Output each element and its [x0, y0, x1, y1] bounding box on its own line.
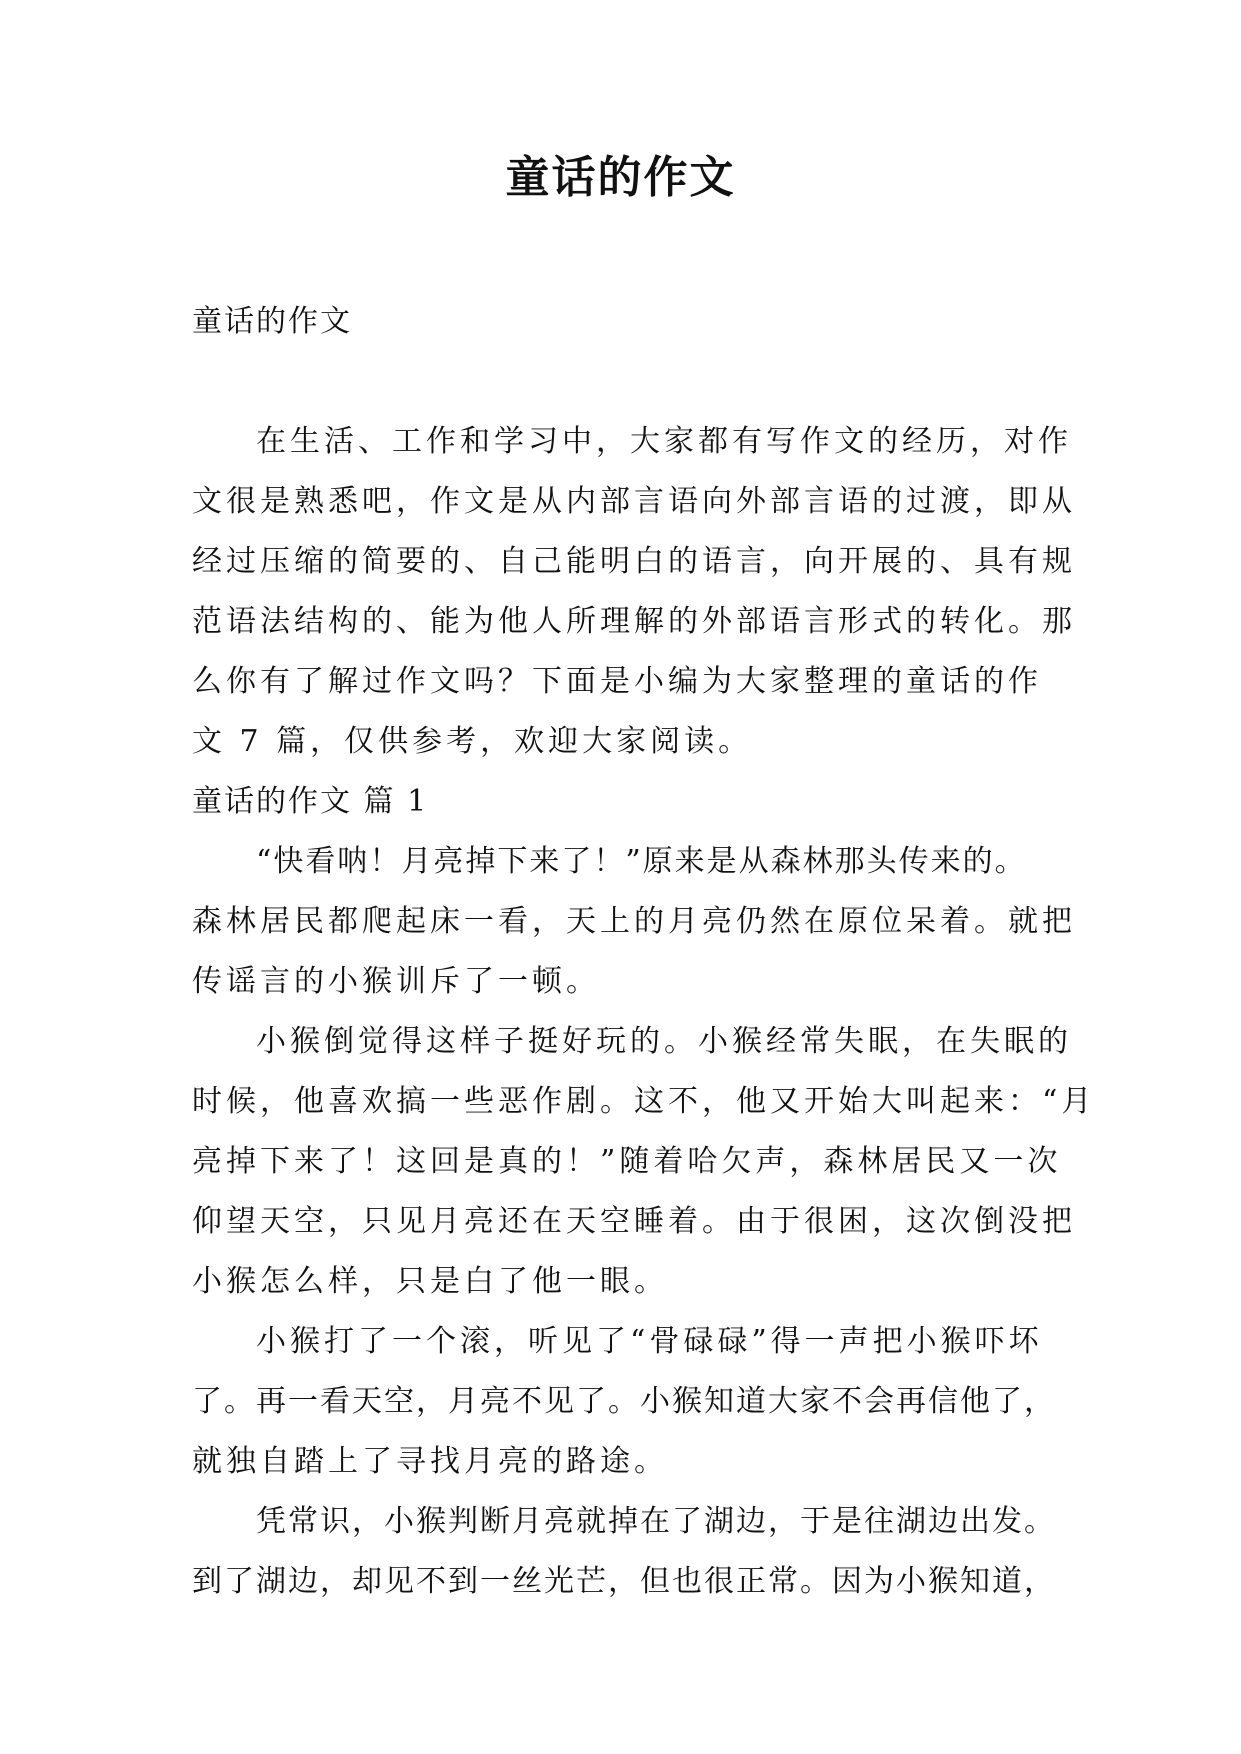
paragraph-line: 就独自踏上了寻找月亮的路途。	[192, 1444, 668, 1479]
blank-line	[192, 352, 1082, 412]
paragraph-line: 文很是熟悉吧，作文是从内部言语向外部言语的过渡，即从	[192, 484, 1076, 519]
story-paragraph-3	[192, 1312, 1082, 1492]
paragraph-line: 亮掉下来了！这回是真的！”随着哈欠声，森林居民又一次	[192, 1144, 1062, 1179]
paragraph-line: 范语法结构的、能为他人所理解的外部语言形式的转化。那	[192, 604, 1076, 639]
paragraph-line: 到了湖边，却见不到一丝光芒，但也很正常。因为小猴知道，	[192, 1564, 1056, 1599]
paragraph-line: 传谣言的小猴训斥了一顿。	[192, 964, 600, 999]
story-paragraph-2	[192, 1012, 1096, 1312]
paragraph-line: 在生活、工作和学习中，大家都有写作文的经历，对作	[256, 424, 1072, 459]
paragraph-line: 森林居民都爬起床一看，天上的月亮仍然在原位呆着。就把	[192, 904, 1076, 939]
paragraph-line: 么你有了解过作文吗？下面是小编为大家整理的童话的作	[192, 664, 1042, 699]
intro-paragraph	[192, 412, 1082, 772]
story-paragraph-1	[192, 832, 1082, 1012]
paragraph-line: 了。再一看天空，月亮不见了。小猴知道大家不会再信他了，	[192, 1384, 1056, 1419]
document-body	[192, 292, 1096, 1612]
paragraph-line: 时候，他喜欢搞一些恶作剧。这不，他又开始大叫起来：“月	[192, 1084, 1096, 1119]
paragraph-line: 小猴打了一个滚，听见了“骨碌碌”得一声把小猴吓坏	[256, 1324, 1043, 1359]
section-heading: 童话的作文 篇 1	[192, 784, 429, 819]
paragraph-line: 小猴怎么样，只是白了他一眼。	[192, 1264, 668, 1299]
document-subtitle: 童话的作文	[192, 304, 352, 339]
story-paragraph-4	[192, 1492, 1082, 1612]
paragraph-line: 文 7 篇，仅供参考，欢迎大家阅读。	[192, 724, 753, 759]
paragraph-line: 经过压缩的简要的、自己能明白的语言，向开展的、具有规	[192, 544, 1076, 579]
paragraph-line: 仰望天空，只见月亮还在天空睡着。由于很困，这次倒没把	[192, 1204, 1076, 1239]
paragraph-line: 凭常识，小猴判断月亮就掉在了湖边，于是往湖边出发。	[256, 1504, 1056, 1539]
paragraph-line: 小猴倒觉得这样子挺好玩的。小猴经常失眠，在失眠的	[256, 1024, 1072, 1059]
document-title: 童话的作文	[505, 152, 736, 203]
paragraph-line: “快看呐！月亮掉下来了！”原来是从森林那头传来的。	[256, 844, 1027, 879]
